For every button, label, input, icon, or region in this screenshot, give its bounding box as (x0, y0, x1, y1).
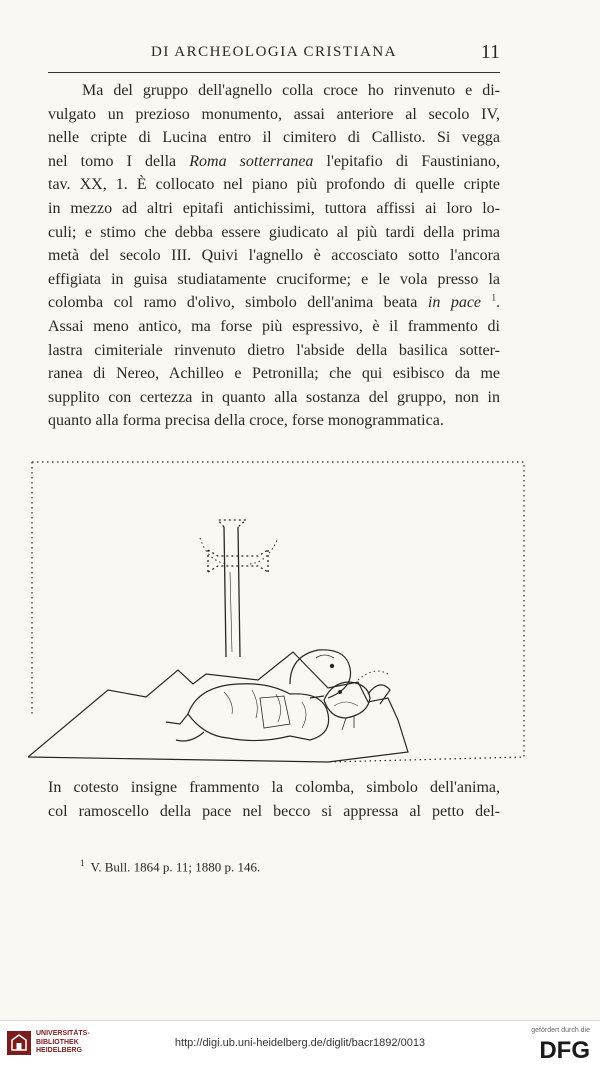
text-line: vulgato un prezioso monumento, assai anteriore al secolo IV, (48, 105, 500, 123)
text-segment: nel tomo I della (48, 152, 177, 170)
illustration-lamb-cross-dove (28, 452, 528, 764)
running-head (48, 41, 500, 68)
italic-title: Roma sotterranea (189, 152, 314, 170)
dotted-restoration-outline (32, 462, 524, 762)
footnote (80, 858, 260, 875)
dfg-logo[interactable]: DFG (539, 1037, 590, 1064)
text-line: in mezzo ad altri epitafi antichissimi, tuttora affissi ai loro lo- (48, 199, 500, 217)
text-line: lastra cimiteriale rinvenuto dietro l'abside della basilica sotter- (48, 341, 500, 359)
footnote-ref[interactable]: 1 (491, 293, 497, 304)
library-name-line: UNIVERSITÄTS- (36, 1030, 90, 1037)
text-line: nelle cripte di Lucina entro il cimitero di Callisto. Si vegga (48, 129, 500, 147)
library-name-line: HEIDELBERG (36, 1047, 82, 1054)
text-line: quanto alla forma precisa della croce, forse monogrammatica. (48, 412, 444, 430)
digitization-footer (0, 1020, 600, 1068)
page-number: 11 (480, 41, 500, 63)
library-name-line: BIBLIOTHEK (36, 1038, 79, 1046)
text-line (48, 291, 500, 315)
text-line: In cotesto insigne frammento la colomba, simbolo dell'anima, (48, 779, 500, 796)
text-segment: l'epitafio di Faustiniano, (326, 152, 501, 170)
footnote-mark: 1 (80, 858, 85, 868)
paragraph-1 (48, 79, 500, 433)
text-line: Ma del gruppo dell'agnello colla croce ho rinvenuto e di- (82, 82, 500, 99)
text-line: tav. XX, 1. È collocato nel piano più profondo di quelle cripte (48, 176, 500, 194)
text-line: effigiata in guisa studiatamente cruciforme; e le vola presso la (48, 270, 500, 288)
header-rule (48, 72, 500, 73)
cross-icon (208, 520, 268, 657)
fragment-outline (28, 652, 408, 762)
lamb-icon (166, 650, 351, 741)
funding-note: gefördert durch die (531, 1027, 590, 1034)
running-title: DI ARCHEOLOGIA CRISTIANA (151, 44, 397, 60)
text-line (48, 150, 500, 174)
text-line: Assai meno antico, ma forse più espressivo, è il frammento di (48, 317, 500, 335)
text-segment: . (496, 294, 501, 312)
text-line: col ramoscello della pace nel becco si appressa al petto del- (48, 802, 500, 820)
permalink-url[interactable]: http://digi.ub.uni-heidelberg.de/diglit/bacr1892/0013 (174, 1037, 426, 1049)
text-line: culi; e stimo che debba essere giudicato al più tardi della prima (48, 223, 500, 241)
paragraph-2 (48, 776, 500, 823)
footnote-text: V. Bull. 1864 p. 11; 1880 p. 146. (90, 859, 261, 875)
text-line: metà del secolo III. Quivi l'agnello è accosciato sotto l'ancora (48, 247, 500, 265)
text-line: ranea di Nereo, Achilleo e Petronilla; che qui esibisco da me (48, 365, 500, 383)
italic-phrase: in pace (427, 294, 482, 312)
text-line: supplito con certezza in quanto alla sostanza del gruppo, non in (48, 388, 500, 406)
text-segment: colomba col ramo d'olivo, simbolo dell'anima beata (48, 294, 418, 312)
